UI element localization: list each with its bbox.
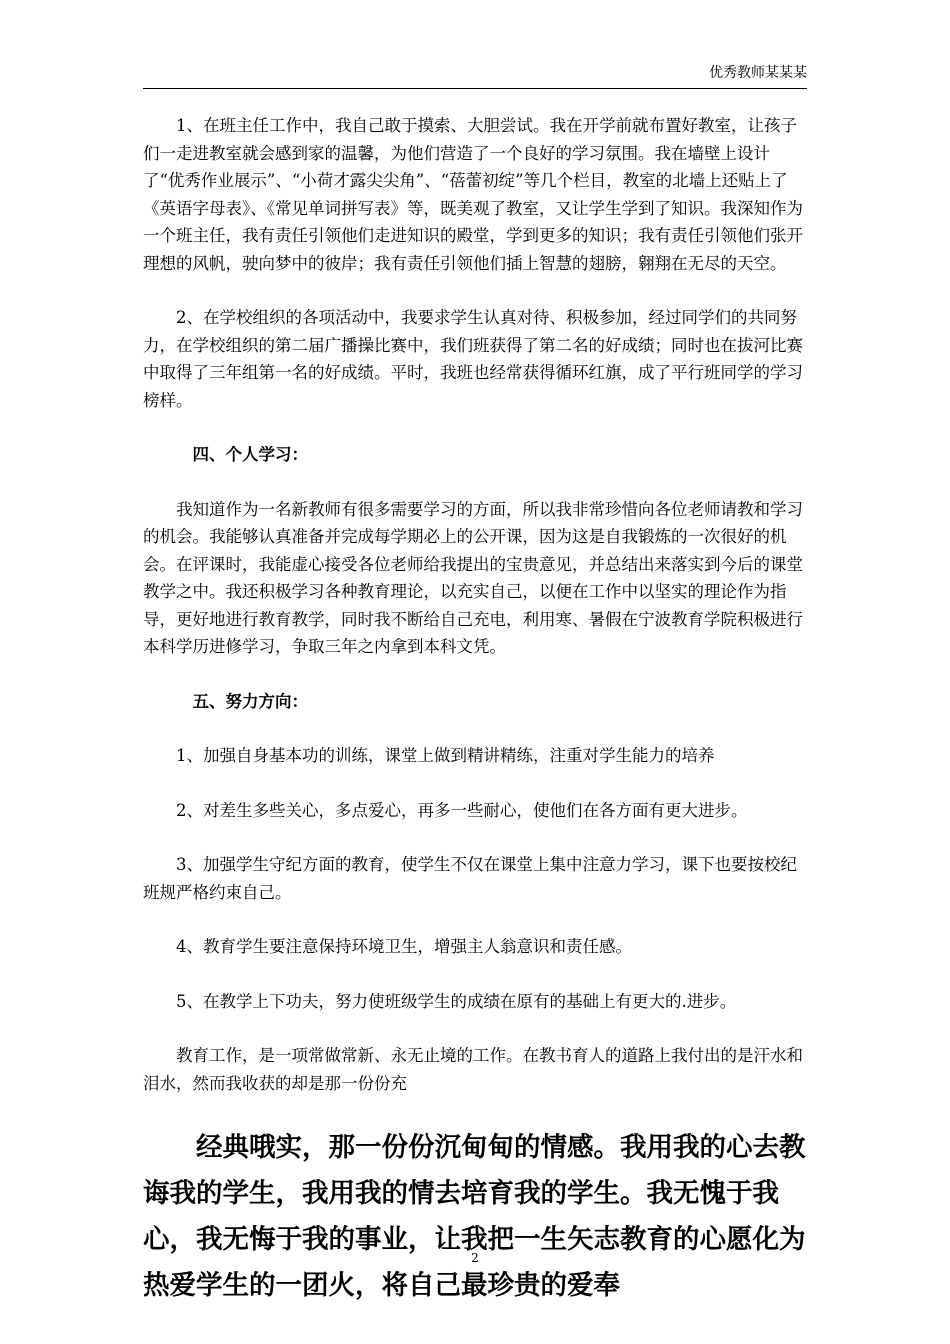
paragraph-emphasis-large: 经典哦实，那一份份沉甸甸的情感。我用我的心去教诲我的学生，我用我的情去培育我的学生。我无愧于我心，我无悔于我的事业，让我把一生矢志教育的心愿化为热爱学生的一团火，将自己最珍贵的爱奉 bbox=[143, 1132, 806, 1301]
paragraph-personal-study: 我知道作为一名新教师有很多需要学习的方面，所以我非常珍惜向各位老师请教和学习的机会。我能够认真准备并完成每学期必上的公开课，因为这是自我锻炼的一次很好的机会。在评课时，我能虚心接受各位老师给我提出的宝贵意见，并总结出来落实到今后的课堂教学之中。我还积极学习各种教育理论，以充实自己，以便在工作中以坚实的理论作为指导，更好地进行教育教学，同时我不断给自己充电，利用寒、暑假在宁波教育学院积极进行本科学历进修学习，争取三年之内拿到本科文凭。 bbox=[143, 499, 803, 656]
paragraph-conclusion: 教育工作，是一项常做常新、永无止境的工作。在教书育人的道路上我付出的是汗水和泪水，然而我收获的却是那一份份充 bbox=[143, 1046, 803, 1093]
paragraph-class-work: 1、在班主任工作中，我自己敢于摸索、大胆尝试。我在开学前就布置好教室，让孩子们一走进教室就会感到家的温馨，为他们营造了一个良好的学习氛围。我在墙壁上设计了“优秀作业展示”、“小荷才露尖尖角”、“蓓蕾初绽”等几个栏目，教室的北墙上还贴上了《英语字母表》、《常见单词拼写表》等，既美观了教室，又让学生学到了知识。我深知作为一个班主任，我有责任引领他们走进知识的殿堂，学到更多的知识；我有责任引领他们张开理想的风帆，驶向梦中的彼岸；我有责任引领他们插上智慧的翅膀，翱翔在无尽的天空。 bbox=[143, 116, 803, 273]
list-item-5: 5、在教学上下功夫，努力使班级学生的成绩在原有的基础上有更大的.进步。 bbox=[176, 991, 737, 1011]
paragraph-school-activities: 2、在学校组织的各项活动中，我要求学生认真对待、积极参加，经过同学们的共同努力，在学校组织的第二届广播操比赛中，我们班获得了第二名的好成绩；同时也在拔河比赛中取得了三年组第一名的好成绩。平时，我班也经常获得循环红旗，成了平行班同学的学习榜样。 bbox=[143, 308, 803, 410]
document-body bbox=[143, 112, 807, 1309]
section-heading-personal-study: 四、个人学习： bbox=[192, 445, 308, 464]
list-item-3: 3、加强学生守纪方面的教育，使学生不仅在课堂上集中注意力学习，课下也要按校纪班规严格约束自己。 bbox=[143, 855, 797, 902]
list-item-1: 1、加强自身基本功的训练，课堂上做到精讲精练，注重对学生能力的培养 bbox=[176, 746, 715, 765]
header-title: 优秀教师某某某 bbox=[709, 65, 807, 81]
list-item-4: 4、教育学生要注意保持环境卫生，增强主人翁意识和责任感。 bbox=[176, 937, 632, 956]
page-number: 2 bbox=[471, 1251, 479, 1265]
list-item-2: 2、对差生多些关心，多点爱心，再多一些耐心，使他们在各方面有更大进步。 bbox=[176, 800, 748, 820]
section-heading-effort-direction: 五、努力方向： bbox=[192, 691, 308, 711]
page-header bbox=[143, 62, 807, 89]
